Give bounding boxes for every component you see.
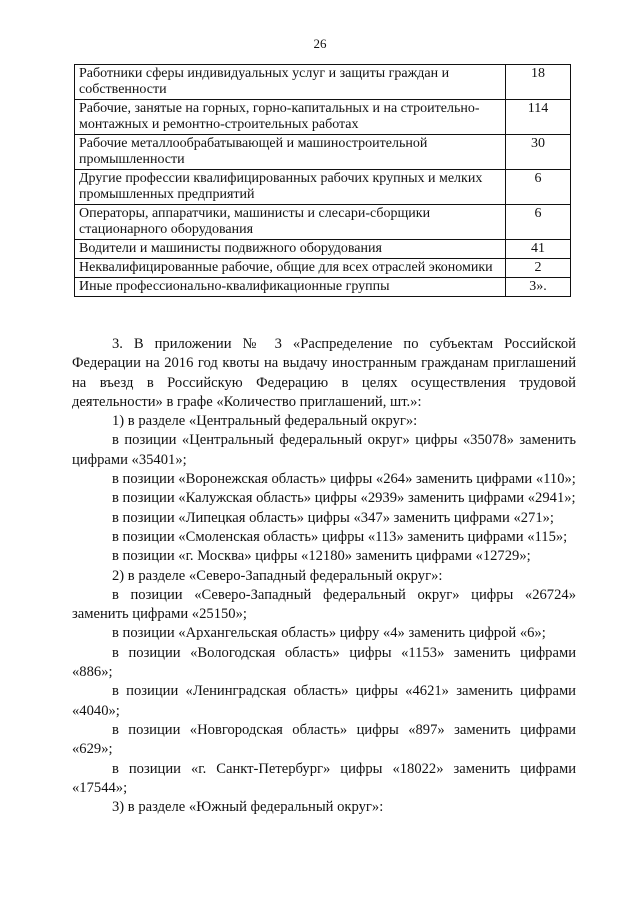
page-number: 26 [313, 36, 327, 51]
row-label: Работники сферы индивидуальных услуг и защиты граждан и собственности [75, 65, 506, 100]
table-row [75, 259, 571, 278]
row-value: 6 [506, 170, 571, 205]
row-label: Неквалифицированные рабочие, общие для всех отраслей экономики [75, 259, 506, 278]
row-label: Водители и машинисты подвижного оборудования [75, 240, 506, 259]
row-value: 114 [506, 100, 571, 135]
paragraph: в позиции «Новгородская область» цифры «897» заменить цифрами «629»; [72, 721, 576, 758]
document-body [72, 335, 576, 817]
paragraph: в позиции «г. Москва» цифры «12180» заменить цифрами «12729»; [112, 548, 531, 565]
paragraph: 3. В приложении № 3 «Распределение по субъектам Российской Федерации на 2016 год квоты на выдачу иностранным гражданам приглашений на въезд в Российскую Федерацию в целях осуществления трудовой деятельности» в графе «Количество приглашений, шт.»: [72, 336, 576, 410]
paragraph: в позиции «Ленинградская область» цифры «4621» заменить цифрами «4040»; [72, 683, 576, 719]
table-row [75, 65, 571, 100]
paragraph: в позиции «г. Санкт-Петербург» цифры «18022» заменить цифрами «17544»; [72, 760, 576, 796]
row-label: Другие профессии квалифицированных рабочих крупных и мелких промышленных предприятий [75, 170, 506, 205]
row-value: 30 [506, 135, 571, 170]
row-label: Операторы, аппаратчики, машинисты и слесари-сборщики стационарного оборудования [75, 205, 506, 240]
row-label: Рабочие металлообрабатывающей и машиностроительной промышленности [75, 135, 506, 170]
table-row [75, 100, 571, 135]
paragraph: 3) в разделе «Южный федеральный округ»: [112, 799, 384, 816]
row-value: 2 [506, 259, 571, 278]
paragraph: в позиции «Северо-Западный федеральный округ» цифры «26724» заменить цифрами «25150»; [72, 586, 576, 623]
table-row [75, 135, 571, 170]
paragraph: в позиции «Архангельская область» цифру «4» заменить цифрой «6»; [112, 625, 546, 642]
paragraph: в позиции «Смоленская область» цифры «113» заменить цифрами «115»; [112, 528, 568, 545]
paragraph: в позиции «Липецкая область» цифры «347» заменить цифрами «271»; [112, 509, 554, 526]
row-value: 6 [506, 205, 571, 240]
table-row [75, 278, 571, 297]
paragraph: 2) в разделе «Северо-Западный федеральный округ»: [112, 567, 443, 584]
row-label: Иные профессионально-квалификационные группы [75, 278, 506, 297]
profession-quota-table [74, 64, 571, 297]
paragraph: в позиции «Центральный федеральный округ» цифры «35078» заменить цифрами «35401»; [72, 432, 576, 468]
table-row [75, 205, 571, 240]
paragraph: в позиции «Воронежская область» цифры «264» заменить цифрами «110»; [112, 471, 576, 488]
table-row [75, 240, 571, 259]
row-value: 3». [506, 278, 571, 297]
row-value: 18 [506, 65, 571, 100]
paragraph: 1) в разделе «Центральный федеральный округ»: [112, 413, 418, 430]
paragraph: в позиции «Вологодская область» цифры «1153» заменить цифрами «886»; [72, 644, 576, 681]
table-row [75, 170, 571, 205]
row-label: Рабочие, занятые на горных, горно-капитальных и на строительно-монтажных и ремонтно-строительных работах [75, 100, 506, 135]
paragraph: в позиции «Калужская область» цифры «2939» заменить цифрами «2941»; [112, 490, 576, 507]
row-value: 41 [506, 240, 571, 259]
